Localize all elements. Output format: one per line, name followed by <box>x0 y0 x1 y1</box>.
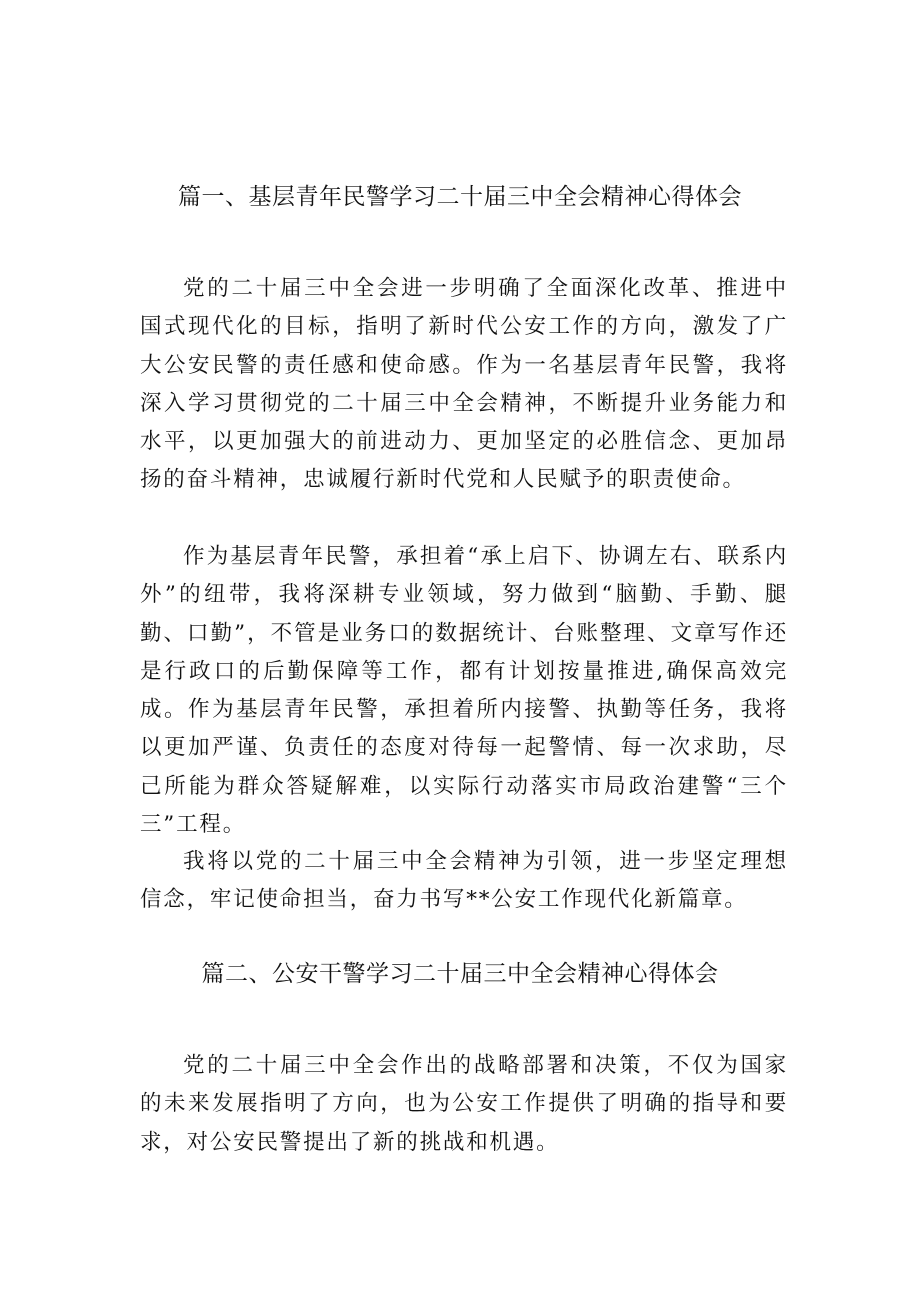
section-1-paragraph-3: 我将以党的二十届三中全会精神为引领，进一步坚定理想信念，牢记使命担当，奋力书写**公安工作现代化新篇章。 <box>140 849 788 913</box>
section-1-title: 篇一、基层青年民警学习二十届三中全会精神心得体会 <box>178 184 742 210</box>
section-1-paragraph-1: 党的二十届三中全会进一步明确了全面深化改革、推进中国式现代化的目标，指明了新时代公安工作的方向，激发了广大公安民警的责任感和使命感。作为一名基层青年民警，我将深入学习贯彻党的二十届三中全会精神，不断提升业务能力和水平，以更加强大的前进动力、更加坚定的必胜信念、更加昂扬的奋斗精神，忠诚履行新时代党和人民赋予的职责使命。 <box>140 276 788 493</box>
section-2-paragraph-1: 党的二十届三中全会作出的战略部署和决策，不仅为国家的未来发展指明了方向，也为公安工作提供了明确的指导和要求，对公安民警提出了新的挑战和机遇。 <box>140 1053 788 1155</box>
section-2-title: 篇二、公安干警学习二十届三中全会精神心得体会 <box>201 961 719 987</box>
section-1-paragraph-2: 作为基层青年民警，承担着“承上启下、协调左右、联系内外”的纽带，我将深耕专业领域，努力做到“脑勤、手勤、腿勤、口勤”，不管是业务口的数据统计、台账整理、文章写作还是行政口的后勤保障等工作，都有计划按量推进,确保高效完成。作为基层青年民警，承担着所内接警、执勤等任务，我将以更加严谨、负责任的态度对待每一起警情、每一次求助，尽己所能为群众答疑解难，以实际行动落实市局政治建警“三个三”工程。 <box>140 544 788 838</box>
